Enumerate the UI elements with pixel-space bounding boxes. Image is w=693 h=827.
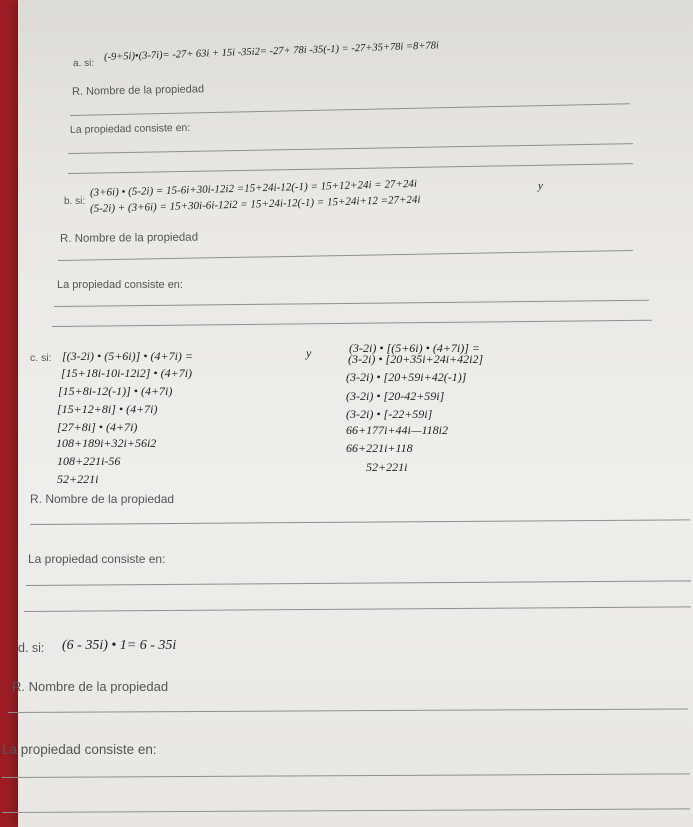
section-d-equation: (6 - 35i) • 1= 6 - 35i — [62, 638, 177, 653]
section-b-equation-product: (3+6i) • (5-2i) = 15-6i+30i-12i2 =15+24i-12(-1) = 15+12+24i = 27+24i — [89, 177, 418, 199]
section-d-prefix: d. si: — [18, 641, 45, 655]
section-d-property-name-label: R. Nombre de la propiedad — [12, 679, 169, 694]
section-c-right-step-1: (3-2i) • [(5+6i) • (4+7i)] = — [349, 341, 481, 355]
section-c-right-step-5: (3-2i) • [-22+59i] — [346, 407, 433, 421]
section-a-property-desc-label: La propiedad consiste en: — [69, 121, 191, 136]
section-a-prefix: a. si: — [72, 57, 95, 70]
section-b-property-desc-label: La propiedad consiste en: — [57, 279, 183, 291]
section-c-left-step-7: 108+221i-56 — [57, 454, 121, 468]
section-c-left-step-1: [(3-2i) • (5+6i)] • (4+7i) = — [62, 349, 194, 363]
section-d-property-desc-label: La propiedad consiste en: — [2, 742, 157, 757]
section-c-right-step-7: 66+221i+118 — [346, 441, 413, 455]
section-c-left-step-4: [15+12+8i] • (4+7i) — [57, 402, 158, 416]
section-c-left-step-3: [15+8i-12(-1)] • (4+7i) — [58, 384, 173, 398]
section-c-y-connector: y — [306, 346, 312, 360]
section-c-property-desc-label: La propiedad consiste en: — [28, 552, 166, 566]
section-c-left-result: 52+221i — [57, 472, 99, 486]
section-c-right-result: 52+221i — [366, 460, 408, 474]
section-a-equation: (-9+5i)•(3-7i)= -27+ 63i + 15i -35i2= -27+ 78i -35(-1) = -27+35+78i =8+78i — [103, 40, 440, 63]
section-c-property-name-label: R. Nombre de la propiedad — [30, 492, 175, 506]
section-c-right-step-4: (3-2i) • [20-42+59i] — [346, 389, 445, 403]
section-c-right-step-2: (3-2i) • [20+35i+24i+42i2] — [348, 352, 484, 366]
section-b-y-connector: y — [538, 180, 543, 192]
section-c-left-step-5: [27+8i] • (4+7i) — [57, 420, 138, 434]
section-c-right-step-3: (3-2i) • [20+59i+42(-1)] — [346, 370, 467, 384]
section-b-property-name-label: R. Nombre de la propiedad — [59, 231, 199, 245]
section-c-prefix: c. si: — [30, 352, 52, 364]
section-b-equation-sum: (5-2i) + (3+6i) = 15+30i-6i-12i2 = 15+24i-12(-1) = 15+24i+12 =27+24i — [89, 193, 421, 215]
section-b-prefix: b. si: — [64, 196, 86, 207]
section-c-right-step-6: 66+177i+44i—118i2 — [346, 423, 448, 437]
section-a-property-name-label: R. Nombre de la propiedad — [71, 83, 205, 98]
section-c-left-step-6: 108+189i+32i+56i2 — [56, 436, 157, 450]
section-c-left-step-2: [15+18i-10i-12i2] • (4+7i) — [61, 366, 193, 380]
